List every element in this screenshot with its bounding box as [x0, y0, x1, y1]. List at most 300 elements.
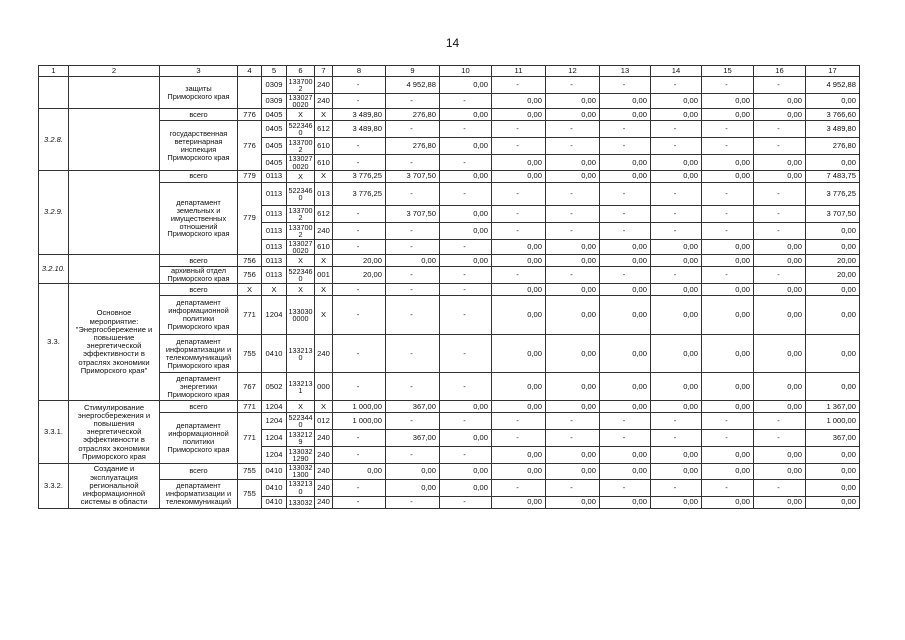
table-cell-col-7: 610 [315, 239, 333, 254]
table-cell-col-9: 367,00 [386, 430, 440, 447]
table-cell-col-17: 3 489,80 [806, 121, 860, 138]
table-cell-col-4: 756 [238, 255, 262, 267]
table-cell-col-2 [69, 255, 160, 284]
table-cell-col-6: 133213 0 [287, 335, 315, 373]
table-cell-col-9: - [386, 373, 440, 401]
table-row [39, 335, 860, 373]
table-cell-col-10: - [440, 496, 492, 508]
table-cell-col-9: - [386, 239, 440, 254]
column-header: 16 [754, 66, 806, 77]
table-cell-col-12: 0,00 [546, 109, 600, 121]
table-cell-col-4: 776 [238, 121, 262, 170]
table-cell-col-7: 240 [315, 335, 333, 373]
table-cell-col-15: - [702, 413, 754, 430]
table-cell-col-2 [69, 170, 160, 254]
table-cell-col-5: 0113 [262, 170, 287, 182]
table-cell-col-6: 522346 0 [287, 121, 315, 138]
table-cell-col-16: 0,00 [754, 239, 806, 254]
table-cell-col-5: 0113 [262, 239, 287, 254]
table-cell-col-4 [238, 77, 262, 109]
table-cell-col-16: 0,00 [754, 94, 806, 109]
column-header: 11 [492, 66, 546, 77]
table-cell-col-16: 0,00 [754, 296, 806, 335]
table-cell-col-8: - [333, 94, 386, 109]
table-cell-col-16: - [754, 77, 806, 94]
table-cell-col-8: - [333, 155, 386, 170]
table-cell-col-16: - [754, 182, 806, 205]
table-cell-col-15: 0,00 [702, 170, 754, 182]
table-cell-col-3: всего [160, 401, 238, 413]
table-cell-col-10: 0,00 [440, 205, 492, 222]
table-cell-col-3: департамент информатизации и телекоммуникаций [160, 479, 238, 508]
table-cell-col-10: - [440, 239, 492, 254]
table-cell-col-7: 612 [315, 121, 333, 138]
table-cell-col-10: - [440, 267, 492, 284]
table-cell-col-5: 0309 [262, 77, 287, 94]
table-cell-col-5: 1204 [262, 413, 287, 430]
table-cell-col-1: 3.3.2. [39, 464, 69, 508]
table-cell-col-9: - [386, 155, 440, 170]
table-cell-col-16: 0,00 [754, 496, 806, 508]
table-cell-col-7: X [315, 401, 333, 413]
table-cell-col-13: 0,00 [600, 255, 651, 267]
column-header: 3 [160, 66, 238, 77]
table-cell-col-6: 133212 9 [287, 430, 315, 447]
table-cell-col-13: - [600, 138, 651, 155]
table-cell-col-13: - [600, 413, 651, 430]
table-cell-col-17: 0,00 [806, 155, 860, 170]
table-cell-col-16: 0,00 [754, 170, 806, 182]
table-cell-col-14: 0,00 [651, 447, 702, 464]
table-cell-col-10: - [440, 155, 492, 170]
table-cell-col-8: 3 776,25 [333, 170, 386, 182]
table-cell-col-5: 0405 [262, 121, 287, 138]
table-cell-col-17: 0,00 [806, 284, 860, 296]
table-cell-col-2 [69, 77, 160, 109]
table-cell-col-7: 240 [315, 496, 333, 508]
table-cell-col-16: - [754, 267, 806, 284]
table-cell-col-12: 0,00 [546, 496, 600, 508]
table-cell-col-8: 3 489,80 [333, 121, 386, 138]
table-cell-col-17: 0,00 [806, 222, 860, 239]
table-cell-col-3: защиты Приморского края [160, 77, 238, 109]
table-cell-col-11: 0,00 [492, 94, 546, 109]
table-cell-col-14: - [651, 267, 702, 284]
table-cell-col-10: - [440, 335, 492, 373]
table-cell-col-9: - [386, 413, 440, 430]
table-cell-col-14: - [651, 182, 702, 205]
table-cell-col-4: 776 [238, 109, 262, 121]
table-cell-col-7: 013 [315, 182, 333, 205]
table-cell-col-6: X [287, 170, 315, 182]
table-cell-col-1: 3.2.9. [39, 170, 69, 254]
table-cell-col-6: 522344 0 [287, 413, 315, 430]
table-cell-col-14: 0,00 [651, 296, 702, 335]
table-cell-col-8: 20,00 [333, 267, 386, 284]
table-cell-col-15: 0,00 [702, 496, 754, 508]
table-cell-col-12: 0,00 [546, 447, 600, 464]
table-cell-col-4: 755 [238, 464, 262, 479]
table-row [39, 77, 860, 94]
table-cell-col-4: 779 [238, 170, 262, 182]
table-cell-col-6: 133027 0020 [287, 239, 315, 254]
table-cell-col-4: 755 [238, 335, 262, 373]
table-row [39, 267, 860, 284]
table-cell-col-13: 0,00 [600, 94, 651, 109]
table-cell-col-12: 0,00 [546, 239, 600, 254]
table-cell-col-15: 0,00 [702, 335, 754, 373]
table-cell-col-3: департамент информатизации и телекоммуникаций Приморского края [160, 335, 238, 373]
table-cell-col-11: - [492, 267, 546, 284]
table-row [39, 464, 860, 479]
table-cell-col-14: 0,00 [651, 284, 702, 296]
table-cell-col-12: 0,00 [546, 296, 600, 335]
table-cell-col-16: - [754, 479, 806, 496]
table-cell-col-7: 012 [315, 413, 333, 430]
table-cell-col-11: 0,00 [492, 284, 546, 296]
table-cell-col-8: 3 489,80 [333, 109, 386, 121]
table-cell-col-11: 0,00 [492, 447, 546, 464]
table-cell-col-8: - [333, 239, 386, 254]
table-cell-col-7: 240 [315, 479, 333, 496]
table-cell-col-14: - [651, 430, 702, 447]
table-cell-col-15: - [702, 138, 754, 155]
column-header: 1 [39, 66, 69, 77]
table-cell-col-4: 779 [238, 182, 262, 254]
table-cell-col-17: 276,80 [806, 138, 860, 155]
table-cell-col-8: - [333, 496, 386, 508]
table-row [39, 373, 860, 401]
table-cell-col-4: 771 [238, 401, 262, 413]
budget-table [38, 65, 860, 509]
table-cell-col-13: - [600, 222, 651, 239]
table-row [39, 479, 860, 496]
table-cell-col-7: 610 [315, 138, 333, 155]
table-cell-col-14: 0,00 [651, 335, 702, 373]
table-cell-col-4: X [238, 284, 262, 296]
table-cell-col-9: 3 707,50 [386, 170, 440, 182]
table-cell-col-6: 133030 0000 [287, 296, 315, 335]
column-header: 9 [386, 66, 440, 77]
table-cell-col-5: X [262, 284, 287, 296]
column-header: 4 [238, 66, 262, 77]
table-cell-col-12: 0,00 [546, 464, 600, 479]
table-cell-col-12: - [546, 267, 600, 284]
table-cell-col-8: 1 000,00 [333, 413, 386, 430]
table-cell-col-6: 133032 1290 [287, 447, 315, 464]
table-cell-col-17: 0,00 [806, 335, 860, 373]
table-cell-col-5: 0113 [262, 205, 287, 222]
table-cell-col-2: Создание и эксплуатация региональной информационной системы в области [69, 464, 160, 508]
table-cell-col-6: 133032 1300 [287, 464, 315, 479]
table-cell-col-9: 0,00 [386, 464, 440, 479]
table-cell-col-5: 0113 [262, 267, 287, 284]
table-cell-col-8: - [333, 447, 386, 464]
table-cell-col-8: - [333, 205, 386, 222]
table-cell-col-10: - [440, 296, 492, 335]
table-cell-col-14: 0,00 [651, 255, 702, 267]
table-cell-col-3: архивный отдел Приморского края [160, 267, 238, 284]
table-cell-col-4: 755 [238, 479, 262, 508]
table-cell-col-13: 0,00 [600, 284, 651, 296]
table-cell-col-3: всего [160, 255, 238, 267]
table-cell-col-5: 0410 [262, 464, 287, 479]
table-cell-col-1: 3.2.10. [39, 255, 69, 284]
table-cell-col-11: - [492, 182, 546, 205]
table-cell-col-11: 0,00 [492, 464, 546, 479]
table-cell-col-11: 0,00 [492, 109, 546, 121]
table-cell-col-17: 7 483,75 [806, 170, 860, 182]
table-cell-col-3: департамент информационной политики Приморского края [160, 296, 238, 335]
table-cell-col-14: 0,00 [651, 239, 702, 254]
table-cell-col-5: 0113 [262, 255, 287, 267]
table-cell-col-15: 0,00 [702, 401, 754, 413]
table-cell-col-14: 0,00 [651, 94, 702, 109]
table-cell-col-11: 0,00 [492, 496, 546, 508]
table-cell-col-5: 1204 [262, 296, 287, 335]
table-cell-col-3: департамент земельных и имущественных отношений Приморского края [160, 182, 238, 254]
table-cell-col-12: - [546, 205, 600, 222]
table-cell-col-16: 0,00 [754, 464, 806, 479]
table-cell-col-11: 0,00 [492, 170, 546, 182]
table-cell-col-16: 0,00 [754, 401, 806, 413]
table-cell-col-16: - [754, 138, 806, 155]
table-cell-col-7: 612 [315, 205, 333, 222]
table-cell-col-6: 133700 2 [287, 77, 315, 94]
table-cell-col-16: - [754, 121, 806, 138]
table-cell-col-15: 0,00 [702, 94, 754, 109]
table-cell-col-7: 240 [315, 464, 333, 479]
table-cell-col-5: 1204 [262, 401, 287, 413]
table-cell-col-9: - [386, 296, 440, 335]
table-cell-col-16: - [754, 430, 806, 447]
table-cell-col-12: 0,00 [546, 284, 600, 296]
table-cell-col-5: 0113 [262, 182, 287, 205]
table-cell-col-1: 3.3. [39, 284, 69, 401]
table-cell-col-16: - [754, 222, 806, 239]
table-cell-col-15: 0,00 [702, 284, 754, 296]
table-cell-col-12: 0,00 [546, 401, 600, 413]
table-cell-col-7: 000 [315, 373, 333, 401]
table-cell-col-11: - [492, 430, 546, 447]
table-cell-col-15: - [702, 479, 754, 496]
table-cell-col-9: 276,80 [386, 109, 440, 121]
table-cell-col-17: 0,00 [806, 373, 860, 401]
table-cell-col-6: 133213 0 [287, 479, 315, 496]
table-cell-col-14: 0,00 [651, 401, 702, 413]
table-cell-col-5: 1204 [262, 430, 287, 447]
table-cell-col-9: - [386, 496, 440, 508]
table-cell-col-4: 767 [238, 373, 262, 401]
page-number: 14 [445, 36, 460, 50]
table-cell-col-5: 0309 [262, 94, 287, 109]
table-cell-col-17: 3 707,50 [806, 205, 860, 222]
table-cell-col-10: - [440, 182, 492, 205]
table-cell-col-9: 0,00 [386, 479, 440, 496]
table-cell-col-6: X [287, 255, 315, 267]
table-cell-col-14: 0,00 [651, 170, 702, 182]
table-cell-col-10: 0,00 [440, 109, 492, 121]
table-cell-col-14: - [651, 121, 702, 138]
table-cell-col-7: 240 [315, 430, 333, 447]
table-cell-col-8: - [333, 222, 386, 239]
column-header: 10 [440, 66, 492, 77]
table-row [39, 182, 860, 205]
table-cell-col-17: 0,00 [806, 479, 860, 496]
table-cell-col-8: - [333, 284, 386, 296]
table-cell-col-6: X [287, 401, 315, 413]
table-cell-col-1 [39, 77, 69, 109]
table-cell-col-15: 0,00 [702, 109, 754, 121]
column-header: 12 [546, 66, 600, 77]
table-cell-col-16: 0,00 [754, 373, 806, 401]
table-cell-col-15: - [702, 205, 754, 222]
table-cell-col-2: Основное мероприятие: "Энергосбережение и повышение энергетической эффективности в отраслях экономики Приморского края" [69, 284, 160, 401]
table-cell-col-12: - [546, 222, 600, 239]
table-cell-col-7: X [315, 296, 333, 335]
table-cell-col-12: 0,00 [546, 170, 600, 182]
table-cell-col-15: - [702, 182, 754, 205]
header-row [39, 66, 860, 77]
table-cell-col-10: 0,00 [440, 222, 492, 239]
table-cell-col-12: 0,00 [546, 155, 600, 170]
table-cell-col-15: - [702, 267, 754, 284]
table-cell-col-10: - [440, 121, 492, 138]
table-cell-col-13: - [600, 430, 651, 447]
table-row [39, 284, 860, 296]
table-cell-col-11: 0,00 [492, 296, 546, 335]
table-cell-col-13: 0,00 [600, 296, 651, 335]
table-cell-col-9: - [386, 94, 440, 109]
table-cell-col-16: - [754, 205, 806, 222]
table-cell-col-17: 367,00 [806, 430, 860, 447]
table-cell-col-8: - [333, 335, 386, 373]
table-cell-col-15: - [702, 222, 754, 239]
table-cell-col-5: 0113 [262, 222, 287, 239]
table-cell-col-16: 0,00 [754, 109, 806, 121]
table-cell-col-13: 0,00 [600, 170, 651, 182]
table-cell-col-17: 1 367,00 [806, 401, 860, 413]
table-cell-col-8: - [333, 479, 386, 496]
table-cell-col-15: 0,00 [702, 239, 754, 254]
table-cell-col-5: 0405 [262, 138, 287, 155]
table-cell-col-15: 0,00 [702, 296, 754, 335]
table-cell-col-12: 0,00 [546, 335, 600, 373]
table-cell-col-8: 1 000,00 [333, 401, 386, 413]
table-cell-col-6: 133700 2 [287, 222, 315, 239]
table-cell-col-16: 0,00 [754, 155, 806, 170]
table-cell-col-15: - [702, 121, 754, 138]
table-cell-col-9: 276,80 [386, 138, 440, 155]
column-header: 7 [315, 66, 333, 77]
table-cell-col-7: X [315, 170, 333, 182]
table-cell-col-14: - [651, 479, 702, 496]
table-cell-col-4: 771 [238, 413, 262, 464]
table-cell-col-12: - [546, 182, 600, 205]
table-cell-col-3: департамент энергетики Приморского края [160, 373, 238, 401]
table-cell-col-8: 3 776,25 [333, 182, 386, 205]
table-cell-col-12: - [546, 430, 600, 447]
table-row [39, 413, 860, 430]
table-cell-col-10: - [440, 447, 492, 464]
table-cell-col-17: 0,00 [806, 239, 860, 254]
table-cell-col-9: - [386, 447, 440, 464]
table-cell-col-7: 240 [315, 77, 333, 94]
table-cell-col-17: 0,00 [806, 496, 860, 508]
table-cell-col-13: - [600, 267, 651, 284]
table-cell-col-6: 522346 0 [287, 267, 315, 284]
table-cell-col-11: - [492, 413, 546, 430]
table-cell-col-3: департамент информационной политики Приморского края [160, 413, 238, 464]
table-cell-col-17: 1 000,00 [806, 413, 860, 430]
table-cell-col-14: - [651, 413, 702, 430]
table-cell-col-15: 0,00 [702, 447, 754, 464]
table-cell-col-10: 0,00 [440, 401, 492, 413]
column-header: 2 [69, 66, 160, 77]
table-cell-col-9: 3 707,50 [386, 205, 440, 222]
table-cell-col-17: 3 776,25 [806, 182, 860, 205]
column-header: 17 [806, 66, 860, 77]
column-header: 14 [651, 66, 702, 77]
table-cell-col-13: 0,00 [600, 155, 651, 170]
table-cell-col-12: 0,00 [546, 94, 600, 109]
table-cell-col-5: 0405 [262, 109, 287, 121]
table-cell-col-10: - [440, 94, 492, 109]
table-cell-col-13: 0,00 [600, 335, 651, 373]
table-cell-col-11: 0,00 [492, 255, 546, 267]
table-cell-col-9: - [386, 121, 440, 138]
table-cell-col-13: - [600, 479, 651, 496]
table-cell-col-10: 0,00 [440, 170, 492, 182]
table-cell-col-13: - [600, 121, 651, 138]
table-cell-col-1: 3.3.1. [39, 401, 69, 464]
table-row [39, 170, 860, 182]
table-cell-col-6: 133027 0020 [287, 155, 315, 170]
table-cell-col-10: 0,00 [440, 430, 492, 447]
table-cell-col-10: 0,00 [440, 479, 492, 496]
table-cell-col-1: 3.2.8. [39, 109, 69, 170]
table-cell-col-12: - [546, 413, 600, 430]
table-cell-col-11: 0,00 [492, 335, 546, 373]
table-cell-col-8: - [333, 373, 386, 401]
table-cell-col-7: 610 [315, 155, 333, 170]
table-cell-col-12: 0,00 [546, 255, 600, 267]
table-cell-col-6: X [287, 109, 315, 121]
table-cell-col-2 [69, 109, 160, 170]
table-cell-col-14: 0,00 [651, 109, 702, 121]
table-cell-col-11: - [492, 222, 546, 239]
table-cell-col-17: 20,00 [806, 267, 860, 284]
table-cell-col-11: - [492, 205, 546, 222]
table-cell-col-12: - [546, 138, 600, 155]
table-cell-col-6: 133700 2 [287, 138, 315, 155]
table-cell-col-15: 0,00 [702, 464, 754, 479]
table-cell-col-9: 0,00 [386, 255, 440, 267]
table-cell-col-3: всего [160, 170, 238, 182]
table-cell-col-16: 0,00 [754, 447, 806, 464]
column-header: 8 [333, 66, 386, 77]
table-cell-col-8: - [333, 138, 386, 155]
table-cell-col-6: X [287, 284, 315, 296]
table-cell-col-12: - [546, 77, 600, 94]
table-cell-col-13: 0,00 [600, 447, 651, 464]
table-cell-col-5: 0410 [262, 496, 287, 508]
table-cell-col-11: - [492, 479, 546, 496]
table-cell-col-13: 0,00 [600, 109, 651, 121]
table-cell-col-8: 20,00 [333, 255, 386, 267]
table-cell-col-17: 0,00 [806, 464, 860, 479]
table-cell-col-15: 0,00 [702, 155, 754, 170]
